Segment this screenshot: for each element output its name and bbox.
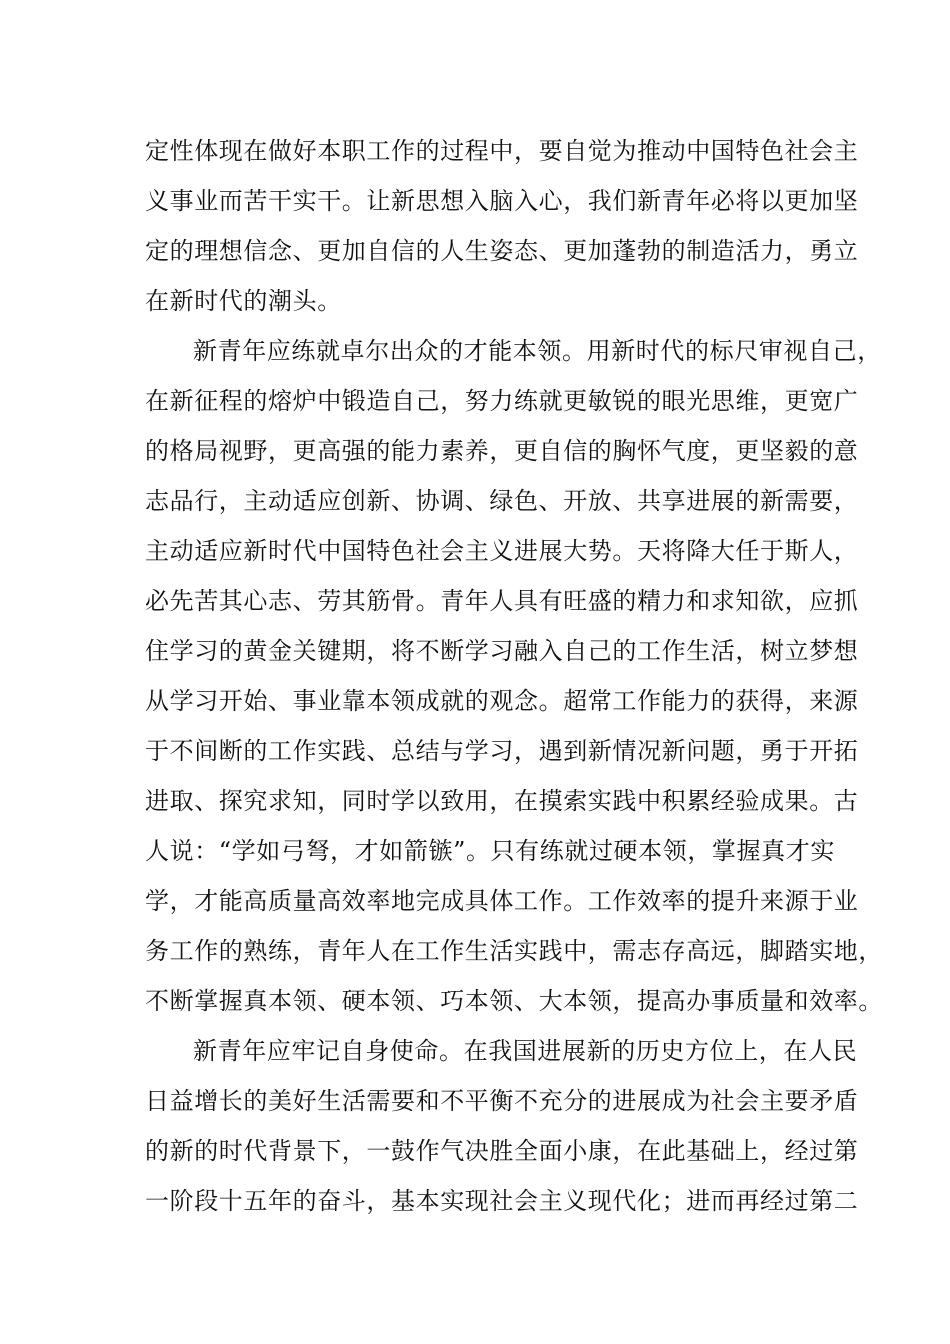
text-line: 人说：“学如弓弩，才如箭镞”。只有练就过硬本领，掌握真才实: [145, 837, 835, 865]
text-line: 的新的时代背景下，一鼓作气决胜全面小康，在此基础上，经过第: [145, 1137, 859, 1165]
body-text: [145, 126, 883, 1226]
text-line: 不断掌握真本领、硬本领、巧本领、大本领，提高办事质量和效率。: [145, 987, 883, 1015]
paragraph-first-line: 新青年应练就卓尔出众的才能本领。用新时代的标尺审视自己，: [193, 337, 882, 365]
text-line: 进取、探究求知，同时学以致用，在摸索实践中积累经验成果。古: [145, 787, 859, 815]
text-line: 一阶段十五年的奋斗，基本实现社会主义现代化；进而再经过第二: [145, 1187, 859, 1215]
text-line: 在新征程的熔炉中锻造自己，努力练就更敏锐的眼光思维，更宽广: [145, 387, 859, 415]
text-line: 日益增长的美好生活需要和不平衡不充分的进展成为社会主要矛盾: [145, 1087, 859, 1115]
text-line: 定性体现在做好本职工作的过程中，要自觉为推动中国特色社会主: [145, 137, 859, 165]
text-line: 在新时代的潮头。: [145, 287, 342, 315]
text-line: 义事业而苦干实干。让新思想入脑入心，我们新青年必将以更加坚: [145, 187, 859, 215]
text-line: 定的理想信念、更加自信的人生姿态、更加蓬勃的制造活力，勇立: [145, 237, 859, 265]
text-line: 的格局视野，更高强的能力素养，更自信的胸怀气度，更坚毅的意: [145, 437, 859, 465]
text-line: 主动适应新时代中国特色社会主义进展大势。天将降大任于斯人，: [145, 537, 859, 565]
text-line: 学，才能高质量高效率地完成具体工作。工作效率的提升来源于业: [145, 887, 859, 915]
text-line: 志品行，主动适应创新、协调、绿色、开放、共享进展的新需要，: [145, 487, 859, 515]
text-line: 住学习的黄金关键期，将不断学习融入自己的工作生活，树立梦想: [145, 637, 859, 665]
text-line: 必先苦其心志、劳其筋骨。青年人具有旺盛的精力和求知欲，应抓: [145, 587, 859, 615]
text-line: 从学习开始、事业靠本领成就的观念。超常工作能力的获得，来源: [145, 687, 859, 715]
paragraph-first-line: 新青年应牢记自身使命。在我国进展新的历史方位上，在人民: [193, 1037, 858, 1065]
text-line: 于不间断的工作实践、总结与学习，遇到新情况新问题，勇于开拓: [145, 737, 859, 765]
text-line: 务工作的熟练，青年人在工作生活实践中，需志存高远，脚踏实地，: [145, 937, 883, 965]
